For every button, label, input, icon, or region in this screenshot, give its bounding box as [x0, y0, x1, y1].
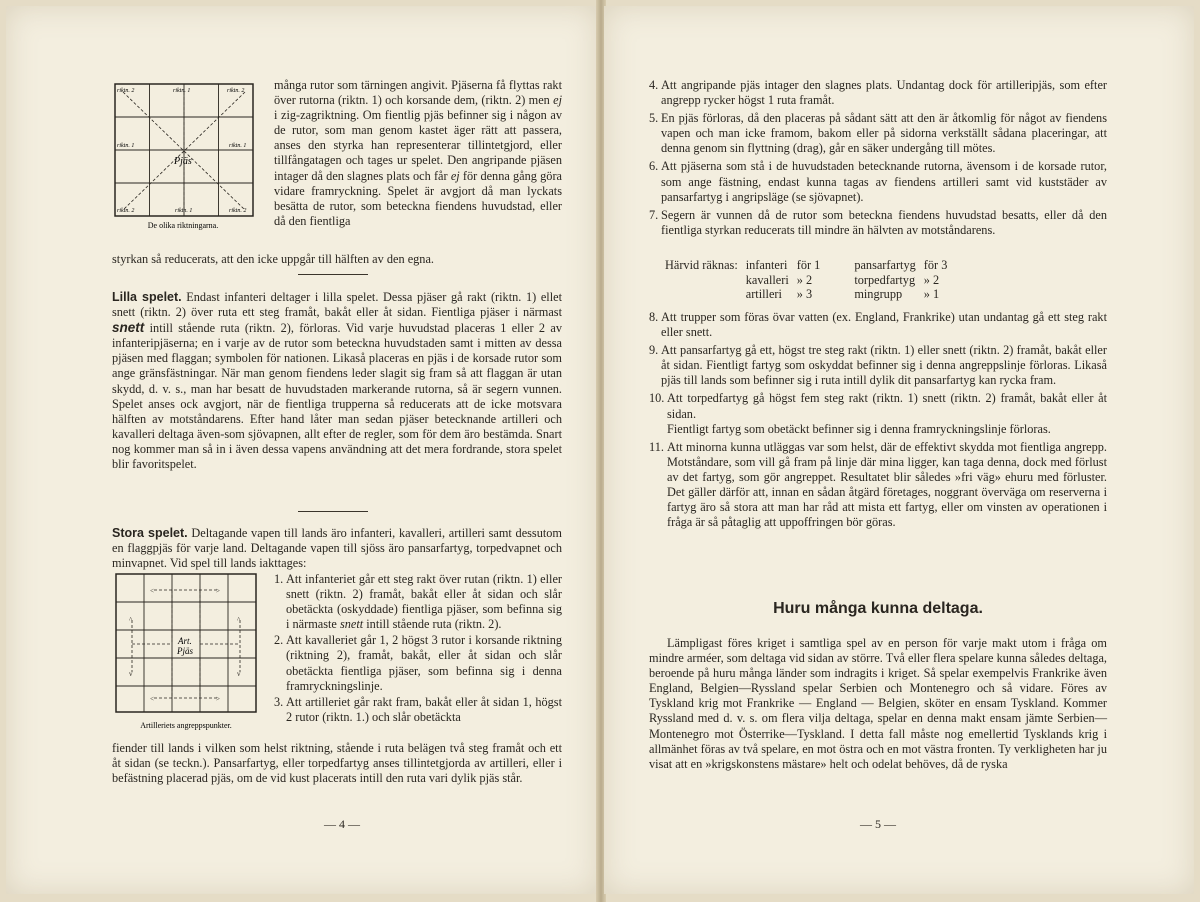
diagram2-caption: Artilleriets angreppspunkter.: [140, 721, 232, 730]
diagram1-label-dir2: riktn. 2: [117, 208, 135, 214]
section-divider: [298, 274, 368, 275]
rule-item: 8. Att trupper som föras övar vatten (ex. England, Frankrike) utan undantag gå ett steg rakt eller snett.: [649, 310, 1107, 340]
lilla-spelet-heading: Lilla spelet.: [112, 290, 182, 304]
rule-item: 4. Att angripande pjäs intager den slagnes plats. Undantag dock för artilleripjäs, som efter angrepp rycker högst 1 ruta framåt.: [649, 78, 1107, 108]
diagram2-piece-label: Pjäs: [177, 646, 194, 656]
diagram1-label-dir2: riktn. 2: [117, 88, 135, 94]
svg-text:v: v: [237, 670, 241, 678]
diagram1-label-dir1: riktn. 1: [229, 143, 247, 149]
diagram1-label-dir1: riktn. 1: [173, 88, 191, 94]
lilla-spelet-paragraph: Lilla spelet. Endast infanteri deltager i lilla spelet. Dessa pjäser gå rakt (riktn. 1) ellet snett (riktn. 2) över ruta ett steg framåt, bakåt eller åt sidan. Fientliga pjäser i närmast snett intill stående ruta (riktn. 2), förloras. Vid varje huvudstad placeras 1 eller 2 av infanteripjäserna; en i varje av de rutor som beteckna huvudstaden samt i mitten av dessa pjäsen med flaggan; symbolen för nationen. Likaså placeras en pjäs i de korsade rutor som ange gränsfästningar. När man genom fiendens leder slagit sig fram så att flaggan är utan skydd, d. v. s., man har besatt de huvudstaden markerande rutorna, så är segern vunnen. Spelet anses ock avgjort, när de fientliga trupperna så reducerats att de icke motsvara hälften av motståndarens. Efter hand låter man sedan pjäser betecknande artilleri och kavalleri deltaga även-som sjövapnen, allt efter de regler, som för dem äro bestämda. Snart nog kommer man så in i även dessa vapens användning att det mera fordrande, stora spelet blir favoritspelet.: [112, 290, 562, 472]
svg-text:>: >: [216, 695, 220, 703]
directions-diagram: [113, 82, 263, 230]
artillery-diagram: [114, 572, 266, 736]
diagram1-caption: De olika riktningarna.: [147, 221, 219, 230]
diagram2-art-label: Art.: [178, 636, 192, 646]
rule-item: 3. Att artilleriet går rakt fram, bakåt eller åt sidan 1, högst 2 rutor (riktn. 1.) och slår obetäckta: [274, 694, 562, 724]
rule10-extra: Fientligt fartyg som obetäckt befinner sig i denna framryckningslinje förloras.: [667, 421, 1051, 436]
page-number-left: — 4 —: [324, 817, 360, 831]
rules-list-b: [649, 310, 1107, 530]
stora-spelet-paragraph: Stora spelet. Deltagande vapen till lands äro infanteri, kavalleri, artilleri samt dessutom en flaggpjäs för varje land. Deltagande vapen till sjöss äro pansarfartyg, torpedvapnet och minvapnet. Vid spel till lands iakttages:: [112, 526, 562, 571]
rule-item: 6. Att pjäserna som stå i de huvudstaden betecknande rutorna, ävensom i de korsade rutor, som ange fästning, endast kunna tagas av fiendens artilleri samt vid kuststäder av pansarfartyg i angripsläge (se sjövapnet).: [649, 159, 1107, 204]
count-intro: Härvid räknas:: [665, 258, 738, 272]
svg-text:>: >: [216, 587, 220, 595]
section-divider: [298, 511, 368, 512]
diagram1-label-dir2: riktn. 2: [227, 88, 245, 94]
left-page: [6, 6, 598, 894]
svg-text:<: <: [150, 587, 154, 595]
intro-paragraph: många rutor som tärningen angivit. Pjäserna få flyttas rakt över rutorna (riktn. 1) och korsande dem, (riktn. 2) men ej i zig-zagriktning. Om fientlig pjäs befinner sig i någon av de rutor, som man genom kastet äger rätt att passera, anses den styrka han representerar tillintetgjord, eller tillfångatagen och tages ur spelet. Den angripande pjäsen intager då den slagnes plats och får ej för denna gång göra vidare framryckning. Spelet är avgjort då man lyckats besätta de rutor, som beteckna fiendens huvudstad, eller då den fientliga: [274, 78, 562, 228]
diagram1-label-dir1: riktn. 1: [175, 208, 193, 214]
stora-rules-list: [274, 572, 562, 725]
svg-text:^: ^: [129, 616, 133, 624]
svg-text:v: v: [129, 670, 133, 678]
diagram1-piece-label: Pjäs: [174, 156, 192, 167]
rule-item: 1. Att infanteriet går ett steg rakt över rutan (riktn. 1) eller snett (riktn. 2) framåt, bakåt eller åt sidan och slår obetäckta (oskyddade) fientliga pjäser, som befinna sig i närmaste snett intill stående ruta (riktn. 2).: [274, 572, 562, 632]
rule-item: 5. En pjäs förloras, då den placeras på sådant sätt att den är åtkomlig för något av fiendens vapen och man icke framom, bakom eller på sidorna verkställt sådana placeringar, att denna genom sin flyttning (drag), går en säker undergång till mötes.: [649, 111, 1107, 156]
rule-item: 11. Att minorna kunna utläggas var som helst, där de effektivt skydda mot fientliga angrepp. Motståndare, som vill gå fram på linje där mina ligger, kan taga denna, dock med förlust av det fartyg, som gör angreppet. Resultatet blir således »fri väg» ehuru med förluster. Det gäller därför att, innan en sådan åtgärd företages, noggrant överväga om reserverna i fartyg äro så stora att man har råd att mista ett fartyg, eller om vinsten av operationen i fråga är så påtaglig att uppoffringen bör göras.: [649, 439, 1107, 530]
rules-list-a: [649, 78, 1107, 238]
page-number-right: — 5 —: [860, 817, 896, 831]
svg-text:<: <: [150, 695, 154, 703]
rule-item: 10. Att torpedfartyg gå högst fem steg rakt (riktn. 1) snett (riktn. 2) framåt, bakåt eller åt sidan.: [649, 391, 1107, 421]
stora-spelet-heading: Stora spelet.: [112, 526, 188, 540]
diagram1-label-dir1: riktn. 1: [117, 143, 135, 149]
rule-item: 7. Segern är vunnen då de rutor som beteckna fiendens huvudstad besatts, eller då den fientliga styrkan reducerats till mindre än hälvten av motståndarens.: [649, 207, 1107, 237]
svg-text:^: ^: [237, 616, 241, 624]
diagram1-label-dir2: riktn. 2: [229, 208, 247, 214]
rule-item: 2. Att kavalleriet går 1, 2 högst 3 rutor i korsande riktning (riktning 2), framåt, bakåt, eller åt sidan och slår obetäckta fientliga pjäser, som befinna sig i denna framryckningslinje.: [274, 633, 562, 693]
count-block: [661, 258, 1061, 302]
rule3-continuation: fiender till lands i vilken som helst riktning, stående i ruta belägen två steg framåt och ett åt sidan (se teckn.). Pansarfartyg, eller torpedfartyg anses tillintetgjorda av artilleri, eller i befästning placerad pjäs, om de vid kust placerats intill den ruta vari dylik pjäs står.: [112, 741, 562, 786]
section-heading: Huru många kunna deltaga.: [773, 600, 983, 617]
intro-paragraph-tail: styrkan så reducerats, att den icke uppgår till hälften av den egna.: [112, 252, 434, 266]
section-paragraph: Lämpligast föres kriget i samtliga spel av en person för varje makt utom i fråga om mindre arméer, som deltaga vid sidan av större. Två eller flera spelare kunna således deltaga, beroende på huru många länder som indragits i kriget. Så spelar exempelvis Frankrike även England, Belgien—Ryssland spelar Serbien och Montenegro och så vidare. Föres av Tyskland krig mot Frankrike — England — Belgien, sköter en ensam Tyskland. Kommer Ryssland med d. v. s. om flera vilja deltaga, spelar en denna makt ensam jämte Serbien—Montenegro mot Österrike—Tyskland. I detta fall måste nog emellertid Tysklands krig i allmänhet föras av två spelare, en mot östra och en mot västra fronten. Ty verkligheten har ju visat att en »krigskonstens mästare» helt och odelat behöves, då de ryska: [649, 636, 1107, 771]
count-table: Härvid räknas: infanteri för 1 pansarfartyg för 3 kavalleri » 2 torpedfartyg » 2 artilleri » 3 mingrupp » 1: [661, 258, 951, 302]
rule-item: 9. Att pansarfartyg gå ett, högst tre steg rakt (riktn. 1) eller snett (riktn. 2) framåt, bakåt eller åt sidan. Fientligt fartyg som oskyddat befinner sig i denna angreppslinje förloras. Likaså pjäs till lands som befinner sig i ruta intill dylik dit pansarfartyg kan rycka fram.: [649, 343, 1107, 388]
right-page: [604, 6, 1194, 894]
